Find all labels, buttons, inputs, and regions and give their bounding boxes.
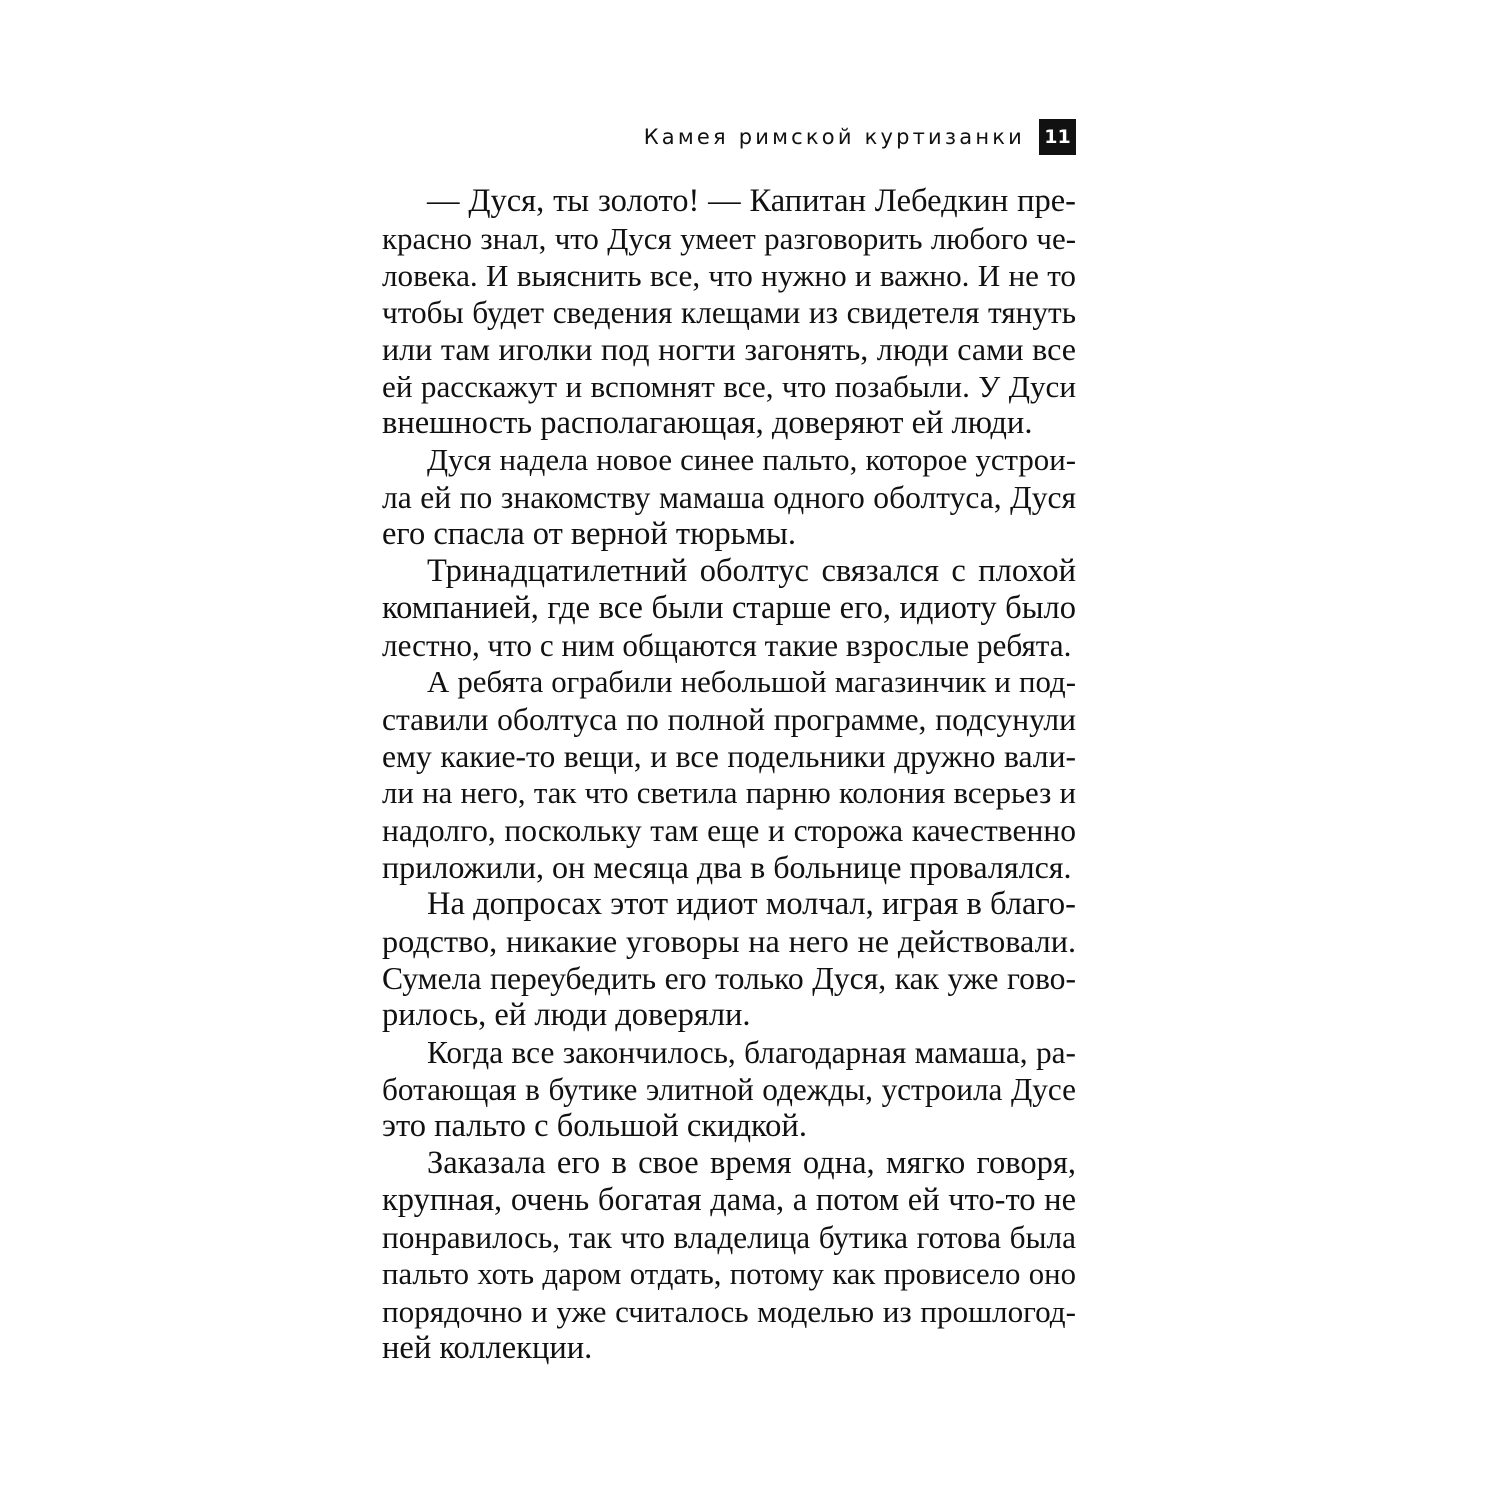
book-title: Камея римской куртизанки bbox=[643, 125, 1025, 149]
text-line: чтобы будет сведения клещами из свидетеля тянуть bbox=[382, 295, 1076, 330]
text-line: лестно, что с ним общаются такие взрослые ребята. bbox=[382, 628, 1072, 663]
text-line: родство, никакие уговоры на него не действовали. bbox=[382, 923, 1076, 959]
text-line: крупная, очень богатая дама, а потом ей что-то не bbox=[382, 1182, 1076, 1218]
text-line: надолго, поскольку там еще и сторожа качественно bbox=[382, 813, 1076, 848]
text-line: На допросах этот идиот молчал, играя в благо- bbox=[427, 886, 1076, 922]
text-line: Дуся надела новое синее пальто, которое устрои- bbox=[427, 443, 1076, 477]
text-line: ней коллекции. bbox=[382, 1330, 593, 1366]
paragraph bbox=[382, 553, 1076, 664]
text-line: пальто хоть даром отдать, потому как провисело оно bbox=[382, 1257, 1076, 1291]
text-line: ему какие-то вещи, и все подельники дружно вали- bbox=[382, 739, 1076, 774]
text-line: ей расскажут и вспомнят все, что позабыли. У Дуси bbox=[382, 369, 1076, 404]
text-line: его спасла от верной тюрьмы. bbox=[382, 516, 796, 552]
paragraph bbox=[382, 442, 1076, 553]
text-line: ловека. И выяснить все, что нужно и важно. И не то bbox=[382, 258, 1076, 293]
page-number: 11 bbox=[1039, 119, 1076, 155]
text-line: красно знал, что Дуся умеет разговорить любого че- bbox=[382, 221, 1076, 256]
text-line: внешность располагающая, доверяют ей люди. bbox=[382, 405, 1033, 441]
text-line: ставили оболтуса по полной программе, подсунули bbox=[382, 702, 1076, 737]
body-text bbox=[382, 183, 1076, 1367]
text-line: приложили, он месяца два в больнице провалялся. bbox=[382, 849, 1072, 885]
text-line: понравилось, так что владелица бутика готова была bbox=[382, 1220, 1076, 1255]
text-line: Заказала его в свое время одна, мягко говоря, bbox=[427, 1145, 1076, 1181]
paragraph bbox=[382, 183, 1076, 442]
paragraph bbox=[382, 664, 1076, 886]
text-line: ли на него, так что светила парню колония всерьез и bbox=[382, 776, 1076, 810]
text-line: порядочно и уже считалось моделью из прошлогод- bbox=[382, 1294, 1076, 1329]
text-line: это пальто с большой скидкой. bbox=[382, 1108, 807, 1144]
paragraph bbox=[382, 1145, 1076, 1367]
text-line: А ребята ограбили небольшой магазинчик и под- bbox=[427, 665, 1076, 699]
text-line: ла ей по знакомству мамаша одного оболтуса, Дуся bbox=[382, 480, 1076, 515]
text-line: — Дуся, ты золото! — Капитан Лебедкин пре- bbox=[427, 183, 1076, 219]
text-line: компанией, где все были старше его, идиоту было bbox=[382, 590, 1076, 626]
text-line: Когда все закончилось, благодарная мамаша, ра- bbox=[427, 1035, 1076, 1070]
text-line: Тринадцатилетний оболтус связался с плохой bbox=[427, 553, 1076, 589]
paragraph bbox=[382, 1034, 1076, 1145]
text-line: Сумела переубедить его только Дуся, как уже гово- bbox=[382, 961, 1076, 996]
text-line: или там иголки под ногти загонять, люди сами все bbox=[382, 331, 1076, 367]
paragraph bbox=[382, 886, 1076, 1034]
running-header bbox=[382, 119, 1076, 155]
text-line: рилось, ей люди доверяли. bbox=[382, 997, 751, 1033]
text-line: ботающая в бутике элитной одежды, устроила Дусе bbox=[382, 1072, 1076, 1107]
